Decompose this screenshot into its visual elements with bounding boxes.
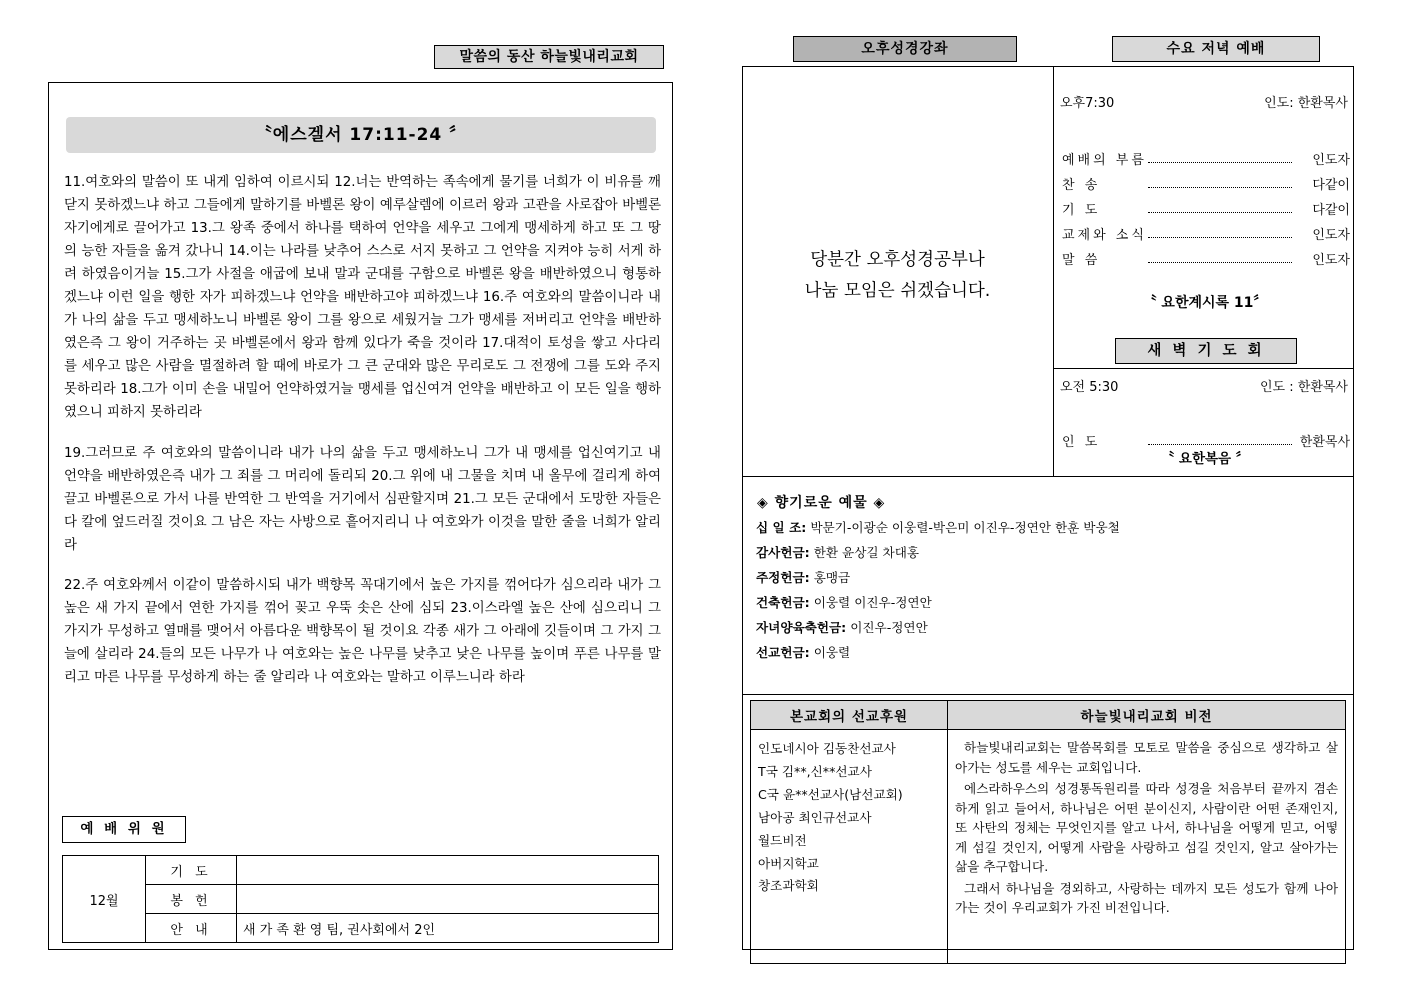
- tab-wednesday-evening-service: 수요 저녁 예배: [1112, 36, 1320, 62]
- afternoon-notice: [742, 245, 1053, 306]
- list-item: C국 윤**선교사(남선교회): [758, 786, 903, 802]
- table-row: [63, 856, 659, 885]
- worship-staff-table: [62, 855, 659, 943]
- vision-header: 하늘빛내리교회 비전: [948, 701, 1346, 730]
- mission-list: [751, 730, 948, 964]
- order-person: 다같이: [1312, 178, 1350, 193]
- offering-key: 주정헌금:: [756, 570, 810, 585]
- scripture-title: 〝에스겔서 17:11-24 〞: [66, 117, 656, 153]
- worship-role: 봉 헌: [146, 885, 237, 914]
- order-label: 교제와 소식: [1062, 228, 1147, 243]
- offering-value: 이웅렬 이진우-정연안: [813, 595, 932, 610]
- list-item: 월드비전: [758, 832, 807, 848]
- dot-leader: [1148, 176, 1292, 188]
- worship-month: 12월: [63, 856, 146, 943]
- list-item: 인도네시아 김동찬선교사: [758, 741, 896, 756]
- table-header-row: [751, 701, 1346, 730]
- horizontal-divider: [742, 694, 1354, 695]
- mission-header: 본교회의 선교후원: [751, 701, 948, 730]
- horizontal-divider: [1053, 368, 1354, 369]
- order-person: 인도자: [1312, 153, 1350, 168]
- order-person: 인도자: [1312, 228, 1350, 243]
- offering-value: 박문기-이광순 이웅렬-박은미 이진우-정연안 한훈 박웅철: [810, 520, 1120, 535]
- order-person: 한환목사: [1299, 435, 1350, 450]
- vertical-divider: [1053, 66, 1054, 476]
- dot-leader: [1148, 226, 1292, 238]
- dawn-leader: 인도 : 한환목사: [1260, 380, 1348, 395]
- offering-key: 자녀양육축헌금:: [756, 620, 847, 635]
- dot-leader: [1148, 433, 1292, 445]
- offering-item: [756, 569, 1341, 586]
- order-label: 기 도: [1062, 203, 1101, 218]
- scripture-paragraph: 22.주 여호와께서 이같이 말씀하시되 내가 백향목 꼭대기에서 높은 가지를 꺾어다가 심으리라 내가 그 높은 새 가지 끝에서 연한 가지를 꺾어 꽂고 우뚝 솟은 산에 심되 23.이스라엘 높은 산에 심으리니 그 가지가 무성하고 열매를 맺어서 아름다운 백향목이 될 것이요 각종 새가 그 아래에 깃들이며 그 가지 그늘에 살리라 24.들의 모든 나무가 나 여호와는 높은 나무를 낮추고 낮은 나무를 높이며 푸른 나무를 말리고 마른 나무를 무성하게 하는 줄 알리라 나 여호와는 말하고 이루느니라 하라: [64, 577, 661, 685]
- list-item: 창조과학회: [758, 878, 819, 894]
- dawn-prayer-title: 새 벽 기 도 회: [1115, 338, 1297, 364]
- vision-paragraph: 그래서 하나님을 경외하고, 사랑하는 데까지 모든 성도가 함께 나아가는 것이 우리교회가 가진 비전입니다.: [955, 880, 1338, 916]
- dawn-header: [1060, 376, 1348, 395]
- offering-key: 감사헌금:: [756, 545, 810, 560]
- offering-item: [756, 594, 1341, 611]
- offerings-list: [756, 519, 1341, 669]
- scripture-text: [64, 171, 661, 706]
- offering-value: 이진우-정연안: [850, 620, 928, 635]
- dot-leader: [1148, 251, 1292, 263]
- order-label: 인 도: [1062, 435, 1101, 450]
- offering-item: [756, 644, 1341, 661]
- list-item: 남아공 최인규선교사: [758, 809, 872, 825]
- vision-text: [948, 730, 1346, 964]
- table-row: [63, 914, 659, 943]
- order-item: [1062, 143, 1350, 168]
- tab-afternoon-bible-lecture: 오후성경강좌: [793, 36, 1017, 62]
- notice-line-2: 나눔 모임은 쉬겠습니다.: [804, 280, 991, 301]
- order-item: [1062, 193, 1350, 218]
- list-item: T국 김**,신**선교사: [758, 763, 872, 779]
- horizontal-divider: [742, 476, 1354, 477]
- table-row: [751, 730, 1346, 964]
- mission-vision-table: [750, 700, 1346, 964]
- worship-role: 기 도: [146, 856, 237, 885]
- order-item: [1062, 168, 1350, 193]
- dot-leader: [1148, 151, 1292, 163]
- scripture-panel: [48, 82, 673, 950]
- wednesday-leader: 인도: 한환목사: [1264, 96, 1348, 111]
- table-row: [63, 885, 659, 914]
- left-banner-title: 말씀의 동산 하늘빛내리교회: [434, 45, 664, 69]
- order-label: 찬 송: [1062, 178, 1101, 193]
- dot-leader: [1148, 201, 1292, 213]
- offering-key: 선교헌금:: [756, 645, 810, 660]
- offering-item: [756, 619, 1341, 636]
- order-person: 다같이: [1312, 203, 1350, 218]
- notice-line-1: 당분간 오후성경공부나: [810, 250, 985, 270]
- worship-value: [237, 885, 659, 914]
- vision-paragraph: 에스라하우스의 성경통독원리를 따라 성경을 처음부터 끝까지 겸손하게 읽고 들어서, 하나님은 어떤 분이신지, 사람이란 어떤 존재인지, 또 사탄의 정체는 무엇인지를 알고 나서, 하나님을 어떻게 믿고, 어떻게 섬길 것인지, 어떻게 사람을 사랑하고 섬길 것인지, 알고 살아가는 삶을 추구합니다.: [955, 781, 1338, 875]
- wednesday-time: 오후7:30: [1060, 96, 1115, 111]
- offering-item: [756, 544, 1341, 561]
- dawn-verse: 〝 요한복음 〞: [1160, 451, 1250, 467]
- wednesday-verse: 〝 요한계시록 11〞: [1142, 295, 1268, 311]
- order-label: 예배의 부름: [1062, 153, 1147, 168]
- offering-value: 홍맹금: [813, 570, 851, 585]
- list-item: 아버지학교: [758, 855, 819, 871]
- offerings-title: ◈ 향기로운 예물 ◈: [757, 495, 886, 511]
- worship-value: 새 가 족 환 영 팀, 권사회에서 2인: [237, 914, 659, 943]
- offering-value: 한환 윤상길 차대홍: [813, 545, 920, 560]
- worship-value: [237, 856, 659, 885]
- worship-role: 안 내: [146, 914, 237, 943]
- offering-key: 건축헌금:: [756, 595, 810, 610]
- order-item: [1062, 243, 1350, 268]
- offering-value: 이웅렬: [813, 645, 851, 660]
- offering-key: 십 일 조:: [756, 520, 807, 535]
- scripture-paragraph: 11.여호와의 말씀이 또 내게 임하여 이르시되 12.너는 반역하는 족속에게 물기를 너희가 이 비유를 깨닫지 못하겠느냐 하고 그들에게 말하기를 바벨론 왕이 예루살렘에 이르러 왕과 고관을 사로잡아 바벨론 자기에게로 끌어가고 13.그 왕족 중에서 하나를 택하여 언약을 세우고 그에게 맹세하게 하고 또 그 땅의 능한 자들을 옮겨 갔나니 14.이는 나라를 낮추어 스스로 서지 못하고 그 언약을 지켜야 능히 서게 하려 하였음이거늘 15.그가 사절을 애굽에 보내 말과 군대를 구함으로 바벨론 왕을 배반하였으니 형통하겠느냐 이런 일을 행한 자가 피하겠느냐 언약을 배반하고야 피하겠느냐 16.주 여호와의 말씀이니라 내가 나의 삶을 두고 맹세하노니 바벨론 왕이 그를 왕으로 세웠거늘 그가 맹세를 저버리고 언약을 배반하였은즉 그 왕이 거주하는 곳 바벨론에서 왕과 함께 있다가 죽을 것이라 17.대적이 토성을 쌓고 사다리를 세우고 많은 사람을 멸절하려 할 때에 바로가 그 큰 군대와 많은 무리로도 그 전쟁에 그를 도와 주지 못하리라 18.그가 이미 손을 내밀어 언약하였거늘 맹세를 업신여겨 언약을 배반하고 이 모든 일을 행하였으니 피하지 못하리라: [64, 175, 661, 421]
- order-item: [1062, 218, 1350, 243]
- scripture-paragraph: 19.그러므로 주 여호와의 말씀이니라 내가 나의 삶을 두고 맹세하노니 그가 내 맹세를 업신여기고 내 언약을 배반하였은즉 내가 그 죄를 그 머리에 돌리되 20.그 위에 내 그물을 치며 내 올무에 걸리게 하여 끌고 바벨론으로 가서 나를 반역한 그 반역을 거기에서 심판할지며 21.그 모든 군대에서 도망한 자들은 다 칼에 엎드러질 것이요 그 남은 자는 사방으로 흩어지리니 나 여호와가 이것을 말한 줄을 너희가 알리라: [64, 445, 661, 553]
- order-label: 말 씀: [1062, 253, 1101, 268]
- order-person: 인도자: [1312, 253, 1350, 268]
- worship-staff-label: 예 배 위 원: [62, 816, 186, 843]
- vision-paragraph: 하늘빛내리교회는 말씀목회를 모토로 말씀을 중심으로 생각하고 살아가는 성도를 세우는 교회입니다.: [955, 740, 1338, 775]
- wednesday-header: [1060, 92, 1348, 111]
- dawn-time: 오전 5:30: [1060, 380, 1119, 395]
- wednesday-order-list: [1062, 143, 1350, 268]
- offering-item: [756, 519, 1341, 536]
